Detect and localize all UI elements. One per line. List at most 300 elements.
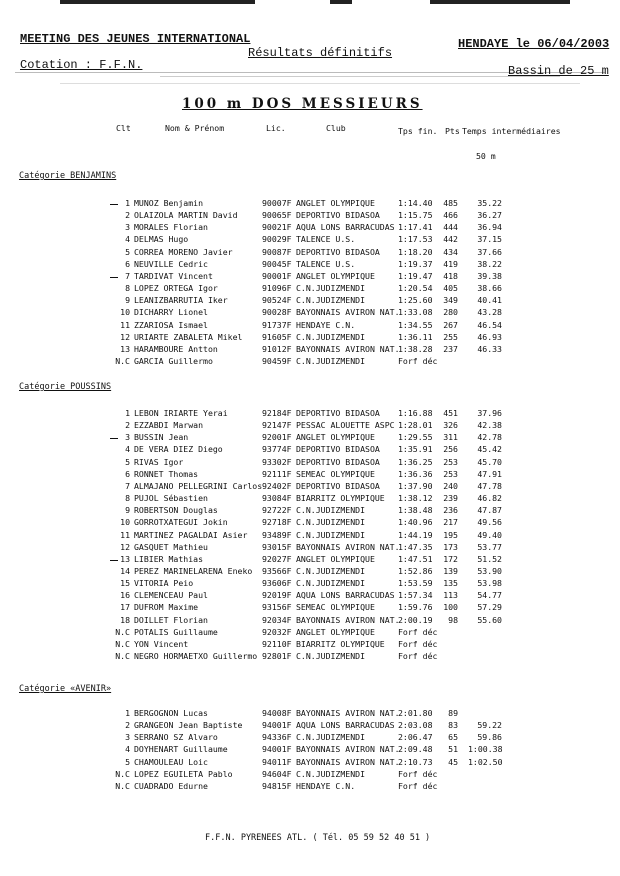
license-cell: 92718F (262, 517, 292, 528)
time-cell: 1:53.59 (398, 578, 433, 589)
rank-cell: 6 (125, 468, 130, 479)
rank-cell: 4 (125, 744, 130, 755)
rank-cell: 8 (125, 493, 130, 504)
time-cell: 1:47.51 (398, 553, 433, 564)
name-cell: DELMAS Hugo (134, 234, 189, 245)
points-cell: 237 (443, 343, 458, 354)
rank-cell: N.C (115, 638, 130, 649)
license-cell: 90087F (262, 246, 292, 257)
license-cell: 90065F (262, 210, 292, 221)
name-cell: GRANGEON Jean Baptiste (134, 720, 243, 731)
name-cell: ROBERTSON Douglas (134, 505, 218, 516)
license-cell: 94001F (262, 720, 292, 731)
club-cell: BAYONNAIS AVIRON NAT. (296, 614, 400, 625)
time-cell: 1:17.53 (398, 234, 433, 245)
rank-cell: 2 (125, 720, 130, 731)
points-cell: 451 (443, 408, 458, 418)
split-cell: 1:00.38 (468, 744, 503, 755)
license-cell: 92034F (262, 614, 292, 625)
time-cell: 1:44.19 (398, 529, 433, 540)
license-cell: 93084F (262, 493, 292, 504)
col-split: Temps intermédiaires (462, 126, 561, 136)
time-cell: 1:15.75 (398, 210, 433, 221)
rank-cell: 3 (125, 432, 130, 443)
club-cell: ANGLET OLYMPIQUE (296, 626, 375, 637)
split-cell: 45.70 (477, 456, 502, 467)
club-cell: C.N.JUDIZMENDI (296, 331, 366, 342)
rank-cell: 13 (120, 343, 130, 354)
rank-cell: N.C (115, 768, 130, 779)
time-cell: 1:36.25 (398, 456, 433, 467)
club-cell: DEPORTIVO BIDASOA (296, 408, 380, 418)
col-club: Club (326, 123, 346, 133)
name-cell: MARTINEZ PAGALDAI Asier (134, 529, 248, 540)
name-cell: CORREA MORENO Javier (134, 246, 233, 257)
club-cell: TALENCE U.S. (296, 258, 356, 269)
name-cell: LEANIZBARRUTIA Iker (134, 295, 228, 306)
name-cell: CLEMENCEAU Paul (134, 590, 208, 601)
club-cell: DEPORTIVO BIDASOA (296, 456, 380, 467)
split-cell: 35.22 (477, 198, 502, 208)
points-cell: 83 (448, 720, 458, 731)
split-cell: 53.90 (477, 565, 502, 576)
club-cell: C.N.JUDIZMENDI (296, 295, 366, 306)
col-name: Nom & Prénom (165, 123, 225, 133)
name-cell: ALMAJANO PELLEGRINI Carlos (134, 480, 263, 491)
rank-cell: 9 (125, 295, 130, 306)
club-cell: ANGLET OLYMPIQUE (296, 198, 375, 208)
points-cell: 442 (443, 234, 458, 245)
points-cell: 485 (443, 198, 458, 208)
time-cell: Forf déc (398, 638, 438, 649)
name-cell: LOPEZ ORTEGA Igor (134, 283, 218, 294)
club-cell: ANGLET OLYMPIQUE (296, 553, 375, 564)
name-cell: SERRANO SZ Alvaro (134, 732, 218, 743)
rank-cell: 5 (125, 246, 130, 257)
footer-contact: F.F.N. PYRENEES ATL. ( Tél. 05 59 52 40 51 ) (205, 833, 431, 843)
time-cell: 1:52.86 (398, 565, 433, 576)
license-cell: 94604F (262, 768, 292, 779)
rank-cell: 10 (120, 517, 130, 528)
rank-cell: 6 (125, 258, 130, 269)
pool-size: Bassin de 25 m (508, 64, 609, 78)
name-cell: GARCIA Guillermo (134, 355, 213, 366)
points-cell: 89 (448, 708, 458, 718)
rank-cell: 1 (125, 408, 130, 418)
club-cell: SEMEAC OLYMPIQUE (296, 602, 375, 613)
split-cell: 47.78 (477, 480, 502, 491)
club-cell: C.N.JUDIZMENDI (296, 505, 366, 516)
name-cell: LIBIER Mathias (134, 553, 204, 564)
club-cell: HENDAYE C.N. (296, 780, 356, 791)
license-cell: 90028F (262, 307, 292, 318)
points-cell: 240 (443, 480, 458, 491)
split-cell: 46.93 (477, 331, 502, 342)
split-cell: 53.77 (477, 541, 502, 552)
name-cell: RONNET Thomas (134, 468, 199, 479)
time-cell: 1:35.91 (398, 444, 433, 455)
rank-cell: 17 (120, 602, 130, 613)
rank-cell: 2 (125, 210, 130, 221)
split-cell: 42.78 (477, 432, 502, 443)
scan-line (60, 83, 580, 84)
rank-cell: 3 (125, 222, 130, 233)
rank-cell: 7 (125, 270, 130, 281)
club-cell: BAYONNAIS AVIRON NAT. (296, 756, 400, 767)
split-cell: 38.66 (477, 283, 502, 294)
name-cell: DICHARRY Lionel (134, 307, 208, 318)
club-cell: DEPORTIVO BIDASOA (296, 210, 380, 221)
name-cell: TARDIVAT Vincent (134, 270, 213, 281)
name-cell: DOILLET Florian (134, 614, 208, 625)
time-cell: 1:38.12 (398, 493, 433, 504)
split-cell: 57.29 (477, 602, 502, 613)
points-cell: 139 (443, 565, 458, 576)
license-cell: 93015F (262, 541, 292, 552)
license-cell: 92184F (262, 408, 292, 418)
split-cell: 36.27 (477, 210, 502, 221)
time-cell: 1:59.76 (398, 602, 433, 613)
rank-cell: 8 (125, 283, 130, 294)
club-cell: DEPORTIVO BIDASOA (296, 480, 380, 491)
club-cell: BAYONNAIS AVIRON NAT. (296, 541, 400, 552)
points-cell: 255 (443, 331, 458, 342)
category-heading: Catégorie BENJAMINS (19, 171, 117, 181)
points-cell: 217 (443, 517, 458, 528)
club-cell: BAYONNAIS AVIRON NAT. (296, 307, 400, 318)
col-lic: Lic. (266, 123, 286, 133)
club-cell: BAYONNAIS AVIRON NAT. (296, 744, 400, 755)
name-cell: VITORIA Peio (134, 578, 194, 589)
club-cell: AQUA LONS BARRACUDAS (296, 222, 395, 233)
license-cell: 92111F (262, 468, 292, 479)
points-cell: 65 (448, 732, 458, 743)
name-cell: YON Vincent (134, 638, 189, 649)
license-cell: 92402F (262, 480, 292, 491)
time-cell: 1:25.60 (398, 295, 433, 306)
club-cell: C.N.JUDIZMENDI (296, 768, 366, 779)
points-cell: 434 (443, 246, 458, 257)
split-cell: 36.94 (477, 222, 502, 233)
split-cell: 53.98 (477, 578, 502, 589)
license-cell: 94815F (262, 780, 292, 791)
points-cell: 326 (443, 420, 458, 431)
split-cell: 59.86 (477, 732, 502, 743)
category-heading: Catégorie POUSSINS (19, 382, 112, 392)
license-cell: 90007F (262, 198, 292, 208)
time-cell: Forf déc (398, 355, 438, 366)
club-cell: ANGLET OLYMPIQUE (296, 270, 375, 281)
rank-cell: 5 (125, 456, 130, 467)
points-cell: 113 (443, 590, 458, 601)
license-cell: 92019F (262, 590, 292, 601)
rank-cell: 3 (125, 732, 130, 743)
rank-cell: 18 (120, 614, 130, 625)
name-cell: NEUVILLE Cedric (134, 258, 208, 269)
rank-cell: N.C (115, 780, 130, 791)
split-cell: 51.52 (477, 553, 502, 564)
results-status: Résultats définitifs (248, 46, 393, 60)
license-cell: 92001F (262, 432, 292, 443)
scan-line (160, 76, 560, 77)
rank-cell: 11 (120, 529, 130, 540)
club-cell: TALENCE U.S. (296, 234, 356, 245)
time-cell: 1:19.47 (398, 270, 433, 281)
club-cell: BAYONNAIS AVIRON NAT. (296, 343, 400, 354)
club-cell: C.N.JUDIZMENDI (296, 732, 366, 743)
split-cell: 46.33 (477, 343, 502, 354)
club-cell: C.N.JUDIZMENDI (296, 651, 366, 661)
time-cell: 2:06.47 (398, 732, 433, 743)
rank-cell: 12 (120, 331, 130, 342)
club-cell: AQUA LONS BARRACUDAS (296, 720, 395, 731)
club-cell: DEPORTIVO BIDASOA (296, 246, 380, 257)
time-cell: 2:10.73 (398, 756, 433, 767)
points-cell: 172 (443, 553, 458, 564)
license-cell: 93156F (262, 602, 292, 613)
club-cell: HENDAYE C.N. (296, 319, 356, 330)
points-cell: 466 (443, 210, 458, 221)
license-cell: 90524F (262, 295, 292, 306)
name-cell: MUNOZ Benjamin (134, 198, 204, 208)
split-cell: 45.42 (477, 444, 502, 455)
time-cell: 1:16.88 (398, 408, 433, 418)
license-cell: 93774F (262, 444, 292, 455)
points-cell: 349 (443, 295, 458, 306)
name-cell: BUSSIN Jean (134, 432, 189, 443)
split-cell: 49.56 (477, 517, 502, 528)
cotation: Cotation : F.F.N. (20, 58, 143, 72)
rank-cell: 9 (125, 505, 130, 516)
club-cell: C.N.JUDIZMENDI (296, 517, 366, 528)
points-cell: 45 (448, 756, 458, 767)
license-cell: 94011F (262, 756, 292, 767)
license-cell: 93302F (262, 456, 292, 467)
rank-cell: 15 (120, 578, 130, 589)
rank-cell: 11 (120, 319, 130, 330)
club-cell: BIARRITZ OLYMPIQUE (296, 493, 385, 504)
col-clt: Clt (116, 123, 131, 133)
time-cell: 1:57.34 (398, 590, 433, 601)
license-cell: 92110F (262, 638, 292, 649)
license-cell: 90029F (262, 234, 292, 245)
scan-bar (430, 0, 570, 4)
col-pts: Pts (445, 126, 460, 136)
time-cell: 1:38.28 (398, 343, 433, 354)
points-cell: 239 (443, 493, 458, 504)
rank-cell: 16 (120, 590, 130, 601)
split-cell: 59.22 (477, 720, 502, 731)
club-cell: C.N.JUDIZMENDI (296, 355, 366, 366)
points-cell: 405 (443, 283, 458, 294)
club-cell: BAYONNAIS AVIRON NAT. (296, 708, 400, 718)
split-cell: 1:02.50 (468, 756, 503, 767)
rank-cell: 5 (125, 756, 130, 767)
time-cell: 1:19.37 (398, 258, 433, 269)
points-cell: 195 (443, 529, 458, 540)
time-cell: 2:03.08 (398, 720, 433, 731)
split-cell: 54.77 (477, 590, 502, 601)
name-cell: POTALIS Guillaume (134, 626, 218, 637)
license-cell: 92032F (262, 626, 292, 637)
license-cell: 91096F (262, 283, 292, 294)
club-cell: PESSAC ALOUETTE ASPC (296, 420, 395, 431)
split-cell: 39.38 (477, 270, 502, 281)
name-cell: CHAMOULEAU Loic (134, 756, 208, 767)
points-cell: 173 (443, 541, 458, 552)
time-cell: 1:20.54 (398, 283, 433, 294)
time-cell: Forf déc (398, 651, 438, 661)
name-cell: GORROTXATEGUI Jokin (134, 517, 228, 528)
name-cell: DE VERA DIEZ Diego (134, 444, 223, 455)
rank-cell: 7 (125, 480, 130, 491)
club-cell: C.N.JUDIZMENDI (296, 565, 366, 576)
name-cell: PEREZ MARINELARENA Eneko (134, 565, 253, 576)
name-cell: EZZABDI Marwan (134, 420, 204, 431)
rank-cell: 4 (125, 444, 130, 455)
name-cell: LOPEZ EGUILETA Pablo (134, 768, 233, 779)
rank-cell: 1 (125, 198, 130, 208)
rank-cell: N.C (115, 626, 130, 637)
name-cell: OLAIZOLA MARTIN David (134, 210, 238, 221)
col-split-50: 50 m (476, 151, 496, 161)
category-heading: Catégorie «AVENIR» (19, 684, 112, 694)
split-cell: 42.38 (477, 420, 502, 431)
rank-cell: 13 (120, 553, 130, 564)
points-cell: 253 (443, 468, 458, 479)
split-cell: 38.22 (477, 258, 502, 269)
time-cell: 1:29.55 (398, 432, 433, 443)
points-cell: 280 (443, 307, 458, 318)
license-cell: 93566F (262, 565, 292, 576)
event-title: 100 m DOS MESSIEURS (182, 96, 423, 112)
license-cell: 92027F (262, 553, 292, 564)
split-cell: 47.87 (477, 505, 502, 516)
name-cell: CUADRADO Edurne (134, 780, 208, 791)
club-cell: C.N.JUDIZMENDI (296, 529, 366, 540)
license-cell: 90001F (262, 270, 292, 281)
club-cell: AQUA LONS BARRACUDAS (296, 590, 395, 601)
time-cell: 1:36.11 (398, 331, 433, 342)
license-cell: 90459F (262, 355, 292, 366)
split-cell: 40.41 (477, 295, 502, 306)
points-cell: 98 (448, 614, 458, 625)
points-cell: 444 (443, 222, 458, 233)
name-cell: ZZARIOSA Ismael (134, 319, 208, 330)
split-cell: 49.40 (477, 529, 502, 540)
name-cell: RIVAS Igor (134, 456, 184, 467)
split-cell: 37.66 (477, 246, 502, 257)
points-cell: 419 (443, 258, 458, 269)
points-cell: 51 (448, 744, 458, 755)
name-cell: GASQUET Mathieu (134, 541, 208, 552)
rank-cell: 1 (125, 708, 130, 718)
time-cell: 1:36.36 (398, 468, 433, 479)
license-cell: 93489F (262, 529, 292, 540)
time-cell: 1:34.55 (398, 319, 433, 330)
club-cell: DEPORTIVO BIDASOA (296, 444, 380, 455)
time-cell: 1:17.41 (398, 222, 433, 233)
license-cell: 90045F (262, 258, 292, 269)
license-cell: 91605F (262, 331, 292, 342)
name-cell: DOYHENART Guillaume (134, 744, 228, 755)
license-cell: 92801F (262, 651, 292, 661)
time-cell: Forf déc (398, 626, 438, 637)
split-cell: 46.54 (477, 319, 502, 330)
license-cell: 93606F (262, 578, 292, 589)
split-cell: 37.96 (477, 408, 502, 418)
name-cell: MORALES Florian (134, 222, 208, 233)
scan-bar (330, 0, 352, 4)
name-cell: URIARTE ZABALETA Mikel (134, 331, 243, 342)
scan-bar (60, 0, 255, 4)
time-cell: 2:09.48 (398, 744, 433, 755)
points-cell: 267 (443, 319, 458, 330)
name-cell: HARAMBOURE Antton (134, 343, 218, 354)
rank-cell: 4 (125, 234, 130, 245)
col-time: Tps fin. (398, 126, 438, 136)
time-cell: 1:38.48 (398, 505, 433, 516)
points-cell: 253 (443, 456, 458, 467)
meeting-title: MEETING DES JEUNES INTERNATIONAL (20, 32, 251, 46)
club-cell: C.N.JUDIZMENDI (296, 578, 366, 589)
time-cell: Forf déc (398, 768, 438, 779)
license-cell: 94001F (262, 744, 292, 755)
points-cell: 418 (443, 270, 458, 281)
time-cell: 1:18.20 (398, 246, 433, 257)
time-cell: 2:00.19 (398, 614, 433, 625)
club-cell: SEMEAC OLYMPIQUE (296, 468, 375, 479)
time-cell: 1:47.35 (398, 541, 433, 552)
license-cell: 92722F (262, 505, 292, 516)
rank-cell: 14 (120, 565, 130, 576)
name-cell: LEBON IRIARTE Yerai (134, 408, 228, 418)
location-date: HENDAYE le 06/04/2003 (458, 37, 610, 51)
points-cell: 100 (443, 602, 458, 613)
license-cell: 91012F (262, 343, 292, 354)
club-cell: ANGLET OLYMPIQUE (296, 432, 375, 443)
license-cell: 94336F (262, 732, 292, 743)
club-cell: C.N.JUDIZMENDI (296, 283, 366, 294)
points-cell: 311 (443, 432, 458, 443)
split-cell: 43.28 (477, 307, 502, 318)
name-cell: DUFROM Maxime (134, 602, 199, 613)
name-cell: BERGOGNON Lucas (134, 708, 208, 718)
points-cell: 236 (443, 505, 458, 516)
rank-cell: 12 (120, 541, 130, 552)
club-cell: BIARRITZ OLYMPIQUE (296, 638, 385, 649)
time-cell: 2:01.80 (398, 708, 433, 718)
license-cell: 92147F (262, 420, 292, 431)
rank-cell: N.C (115, 651, 130, 661)
name-cell: NEGRO HORMAETXO Guillermo (134, 651, 258, 661)
points-cell: 135 (443, 578, 458, 589)
time-cell: 1:28.01 (398, 420, 433, 431)
license-cell: 91737F (262, 319, 292, 330)
name-cell: PUJOL Sébastien (134, 493, 208, 504)
time-cell: 1:40.96 (398, 517, 433, 528)
split-cell: 46.82 (477, 493, 502, 504)
rank-cell: 2 (125, 420, 130, 431)
points-cell: 256 (443, 444, 458, 455)
split-cell: 37.15 (477, 234, 502, 245)
split-cell: 47.91 (477, 468, 502, 479)
license-cell: 94008F (262, 708, 292, 718)
time-cell: 1:14.40 (398, 198, 433, 208)
split-cell: 55.60 (477, 614, 502, 625)
time-cell: 1:33.08 (398, 307, 433, 318)
rank-cell: 10 (120, 307, 130, 318)
